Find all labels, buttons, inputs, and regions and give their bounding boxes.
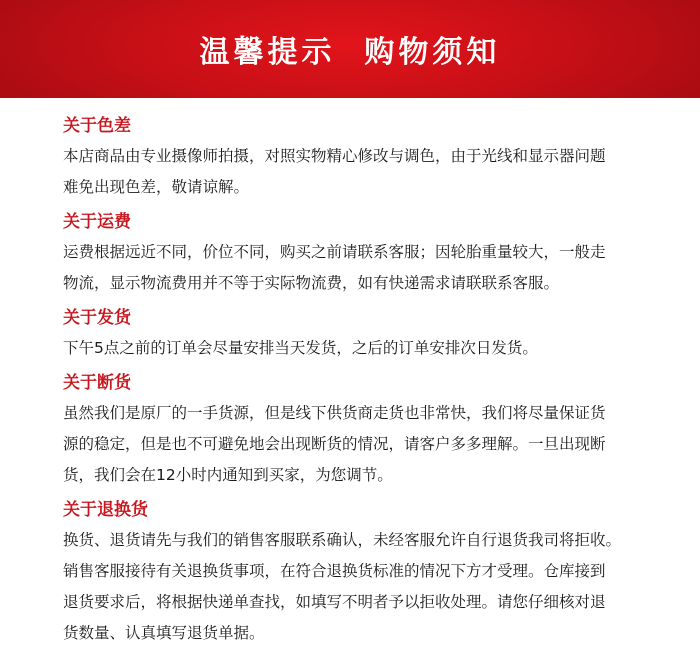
page-title: 温馨提示 购物须知 [199,35,501,70]
section-heading: 关于断货 [63,373,131,393]
section-delivery [63,305,663,364]
notice-content [63,113,663,653]
section-shipping-fee [63,209,663,299]
section-returns-exchanges [63,497,663,649]
section-body: 本店商品由专业摄像师拍摄，对照实物精心修改与调色，由于光线和显示器问题 难免出现色差，敬请谅解。 [63,147,606,196]
section-body: 运费根据远近不同，价位不同，购买之前请联系客服；因轮胎重量较大，一般走 物流，显示物流费用并不等于实际物流费，如有快递需求请联联系客服。 [63,243,606,292]
section-heading: 关于色差 [63,116,131,136]
section-heading: 关于发货 [63,308,131,328]
section-color-difference [63,113,663,203]
header-banner [0,0,700,98]
section-heading: 关于退换货 [63,500,148,520]
section-body: 虽然我们是原厂的一手货源，但是线下供货商走货也非常快，我们将尽量保证货 源的稳定，但是也不可避免地会出现断货的情况，请客户多多理解。一旦出现断 货，我们会在12小时内通知到买家，为您调节。 [63,404,606,484]
section-heading: 关于运费 [63,212,131,232]
section-body: 下午5点之前的订单会尽量安排当天发货，之后的订单安排次日发货。 [63,339,538,357]
section-out-of-stock [63,370,663,491]
section-body: 换货、退货请先与我们的销售客服联系确认，未经客服允许自行退货我司将拒收。 销售客服接待有关退换货事项，在符合退换货标准的情况下方才受理。仓库接到 退货要求后，将根据快递单查找，如填写不明者予以拒收处理。请您仔细核对退 货数量、认真填写退货单据。 [63,531,622,642]
